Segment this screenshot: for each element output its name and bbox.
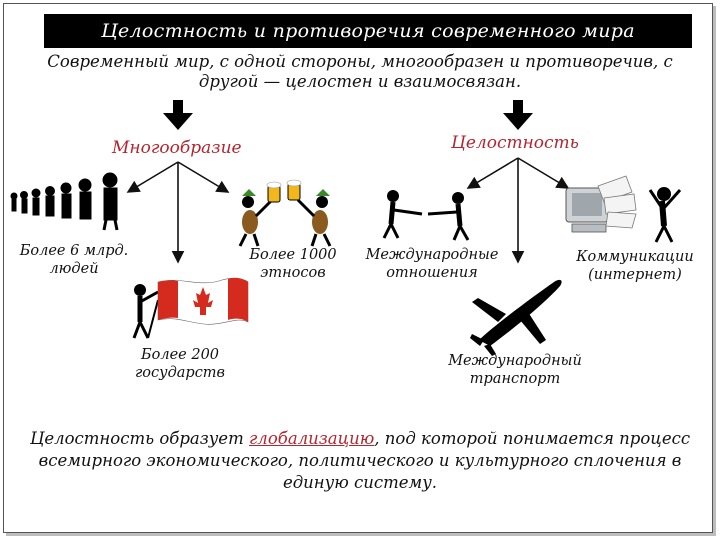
intro-text: Современный мир, с одной стороны, многообразен и противоречив, с другой — целостен и взаимосвязан. <box>47 52 673 91</box>
conclusion-start: Целостность образует <box>29 429 249 448</box>
integrity-heading: Целостность <box>451 133 579 153</box>
diversity-heading: Многообразие <box>112 138 242 158</box>
conclusion-text <box>8 428 712 494</box>
label-ethnos: Более 1000 этносов <box>249 247 337 281</box>
globalization-term: глобализацию <box>248 429 375 448</box>
slide-title: Целостность и противоречия современного мира <box>44 14 692 48</box>
conclusion-end: , под которой понимается процесс всемирного экономического, политического и культурного сплочения в единую систему. <box>38 429 691 492</box>
label-states: Более 200 государств <box>134 347 226 381</box>
label-transport: Международный транспорт <box>448 353 582 387</box>
airplane-icon <box>470 280 562 356</box>
toasting-people-icon <box>240 180 330 246</box>
canada-flag-icon <box>158 278 248 325</box>
arrow-down-icon <box>163 100 193 130</box>
computer-icon <box>566 176 680 242</box>
flag-bearer-icon <box>134 284 158 338</box>
people-silhouettes-icon <box>11 173 117 230</box>
label-people: Более 6 млрд. людей <box>19 243 129 277</box>
label-communications: Коммуникации (интернет) <box>576 249 694 283</box>
label-relations: Международные отношения <box>365 247 499 281</box>
handshake-icon <box>384 190 468 240</box>
arrow-down-icon <box>503 100 533 130</box>
